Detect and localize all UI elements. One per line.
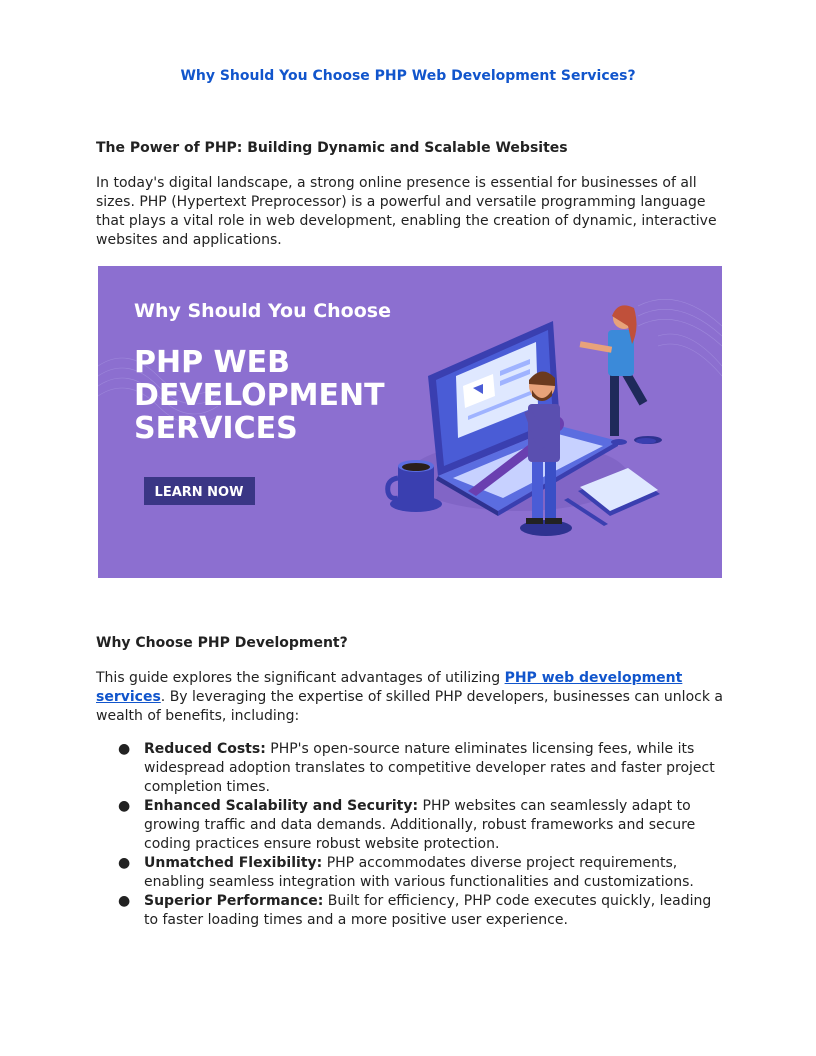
intro-paragraph — [96, 174, 726, 250]
benefit-label: Unmatched Flexibility: — [144, 855, 323, 871]
banner-headline-line1: PHP WEB — [134, 345, 290, 380]
bullet-icon: ● — [118, 741, 131, 757]
guide-paragraph-text — [96, 669, 726, 726]
benefits-list — [96, 740, 726, 930]
learn-now-label: LEARN NOW — [154, 485, 244, 500]
bullet-icon: ● — [118, 855, 131, 871]
bullet-icon: ● — [118, 893, 131, 909]
list-item — [96, 797, 726, 854]
list-item — [96, 892, 726, 930]
banner-subtitle: Why Should You Choose — [134, 300, 391, 322]
banner-headline-line3: SERVICES — [134, 411, 298, 446]
benefit-label: Reduced Costs: — [144, 741, 266, 757]
benefit-label: Enhanced Scalability and Security: — [144, 798, 419, 814]
guide-text-before-link: This guide explores the significant advantages of utilizing — [96, 670, 505, 686]
banner-illustration — [98, 266, 722, 578]
benefit-text: Built for efficiency, PHP code executes quickly, leading to faster loading times and a more positive user experience. — [144, 893, 712, 928]
page-title: Why Should You Choose PHP Web Development Services? — [180, 68, 636, 84]
banner-headline-line2: DEVELOPMENT — [134, 378, 385, 413]
bullet-icon: ● — [118, 798, 131, 814]
section-heading-power-of-php: The Power of PHP: Building Dynamic and Scalable Websites — [96, 140, 568, 156]
list-item — [96, 854, 726, 892]
benefit-text: PHP's open-source nature eliminates licensing fees, while its widespread adoption translates to competitive developer rates and faster project completion times. — [144, 741, 715, 795]
promo-banner-image[interactable] — [98, 266, 722, 578]
intro-paragraph-text: In today's digital landscape, a strong online presence is essential for businesses of all sizes. PHP (Hypertext Preprocessor) is a powerful and versatile programming language that plays a vital role in web development, enabling the creation of dynamic, interactive websites and applications. — [96, 175, 717, 248]
benefit-label: Superior Performance: — [144, 893, 324, 909]
benefit-text: PHP websites can seamlessly adapt to growing traffic and data demands. Additionally, robust frameworks and secure coding practices ensure robust website protection. — [144, 798, 696, 852]
list-item — [96, 740, 726, 797]
php-services-link[interactable]: PHP web development services — [96, 670, 683, 705]
guide-paragraph — [96, 669, 726, 726]
guide-text-after-link: . By leveraging the expertise of skilled PHP developers, businesses can unlock a wealth of benefits, including: — [96, 689, 723, 724]
learn-now-button[interactable] — [144, 477, 255, 505]
benefit-text: PHP accommodates diverse project requirements, enabling seamless integration with various functionalities and customizations. — [144, 855, 694, 890]
section-heading-why-choose: Why Choose PHP Development? — [96, 635, 348, 651]
